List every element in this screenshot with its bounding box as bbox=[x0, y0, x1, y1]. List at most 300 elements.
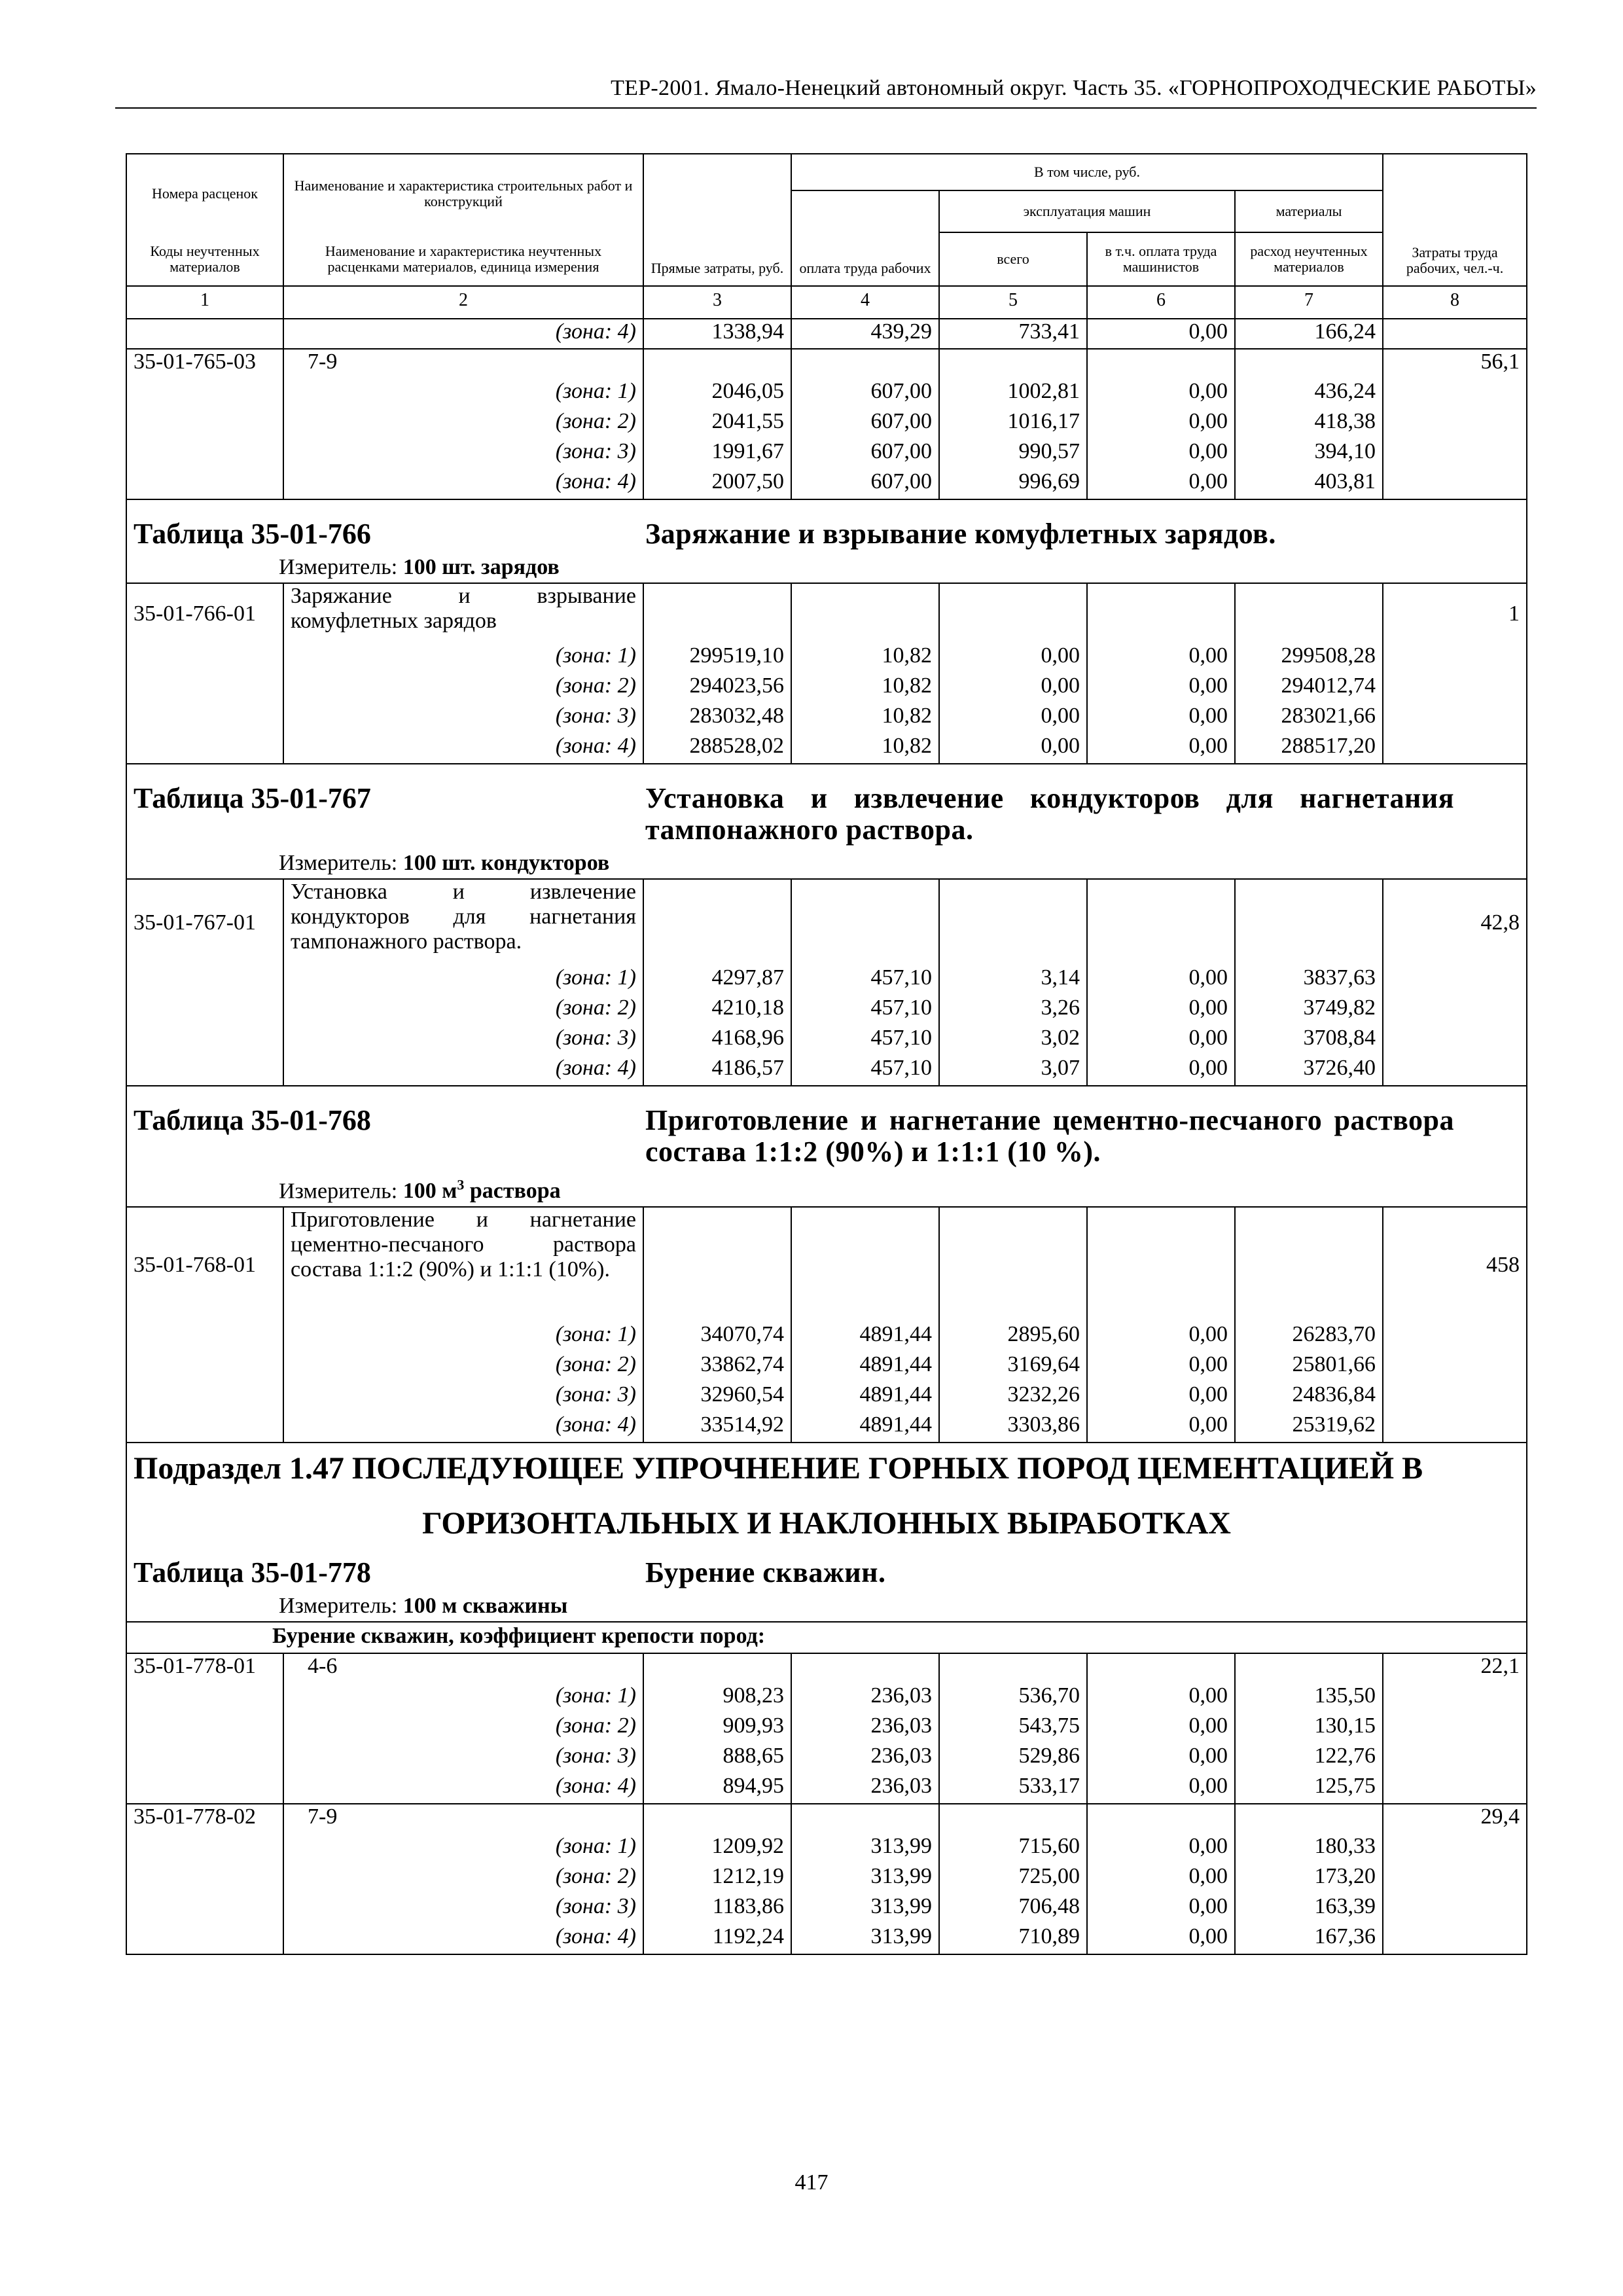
labor-cell-empty bbox=[1383, 1744, 1527, 1774]
unit-value bbox=[403, 851, 610, 875]
value-cell: 439,29 bbox=[791, 319, 939, 349]
labor-cell-empty bbox=[1383, 1864, 1527, 1894]
col-labor: Затраты труда рабочих, чел.-ч. bbox=[1383, 154, 1527, 286]
subsection-title bbox=[134, 1446, 1520, 1557]
zone-row bbox=[126, 409, 1527, 439]
col-number: 3 bbox=[643, 286, 791, 319]
value-cell: 3726,40 bbox=[1235, 1056, 1383, 1086]
value-cell: 10,82 bbox=[791, 704, 939, 734]
labor-cost: 42,8 bbox=[1383, 879, 1527, 965]
value-cell: 173,20 bbox=[1235, 1864, 1383, 1894]
value-cell-empty bbox=[1087, 1207, 1235, 1322]
value-cell: 288528,02 bbox=[643, 734, 791, 764]
code-cell-empty bbox=[126, 1382, 283, 1412]
value-cell-empty bbox=[1087, 583, 1235, 643]
labor-cell-empty bbox=[1383, 1834, 1527, 1864]
page-header: ТЕР-2001. Ямало-Ненецкий автономный округ. Часть 35. «ГОРНОПРОХОДЧЕСКИЕ РАБОТЫ» bbox=[611, 76, 1537, 100]
code-cell-empty bbox=[126, 1924, 283, 1954]
value-cell: 909,93 bbox=[643, 1713, 791, 1744]
value-cell-empty bbox=[939, 1804, 1087, 1834]
value-cell-empty bbox=[1235, 879, 1383, 965]
rate-code: 35-01-768-01 bbox=[126, 1207, 283, 1322]
zone-label: (зона: 4) bbox=[283, 319, 643, 349]
rate-row bbox=[126, 1653, 1527, 1683]
value-cell: 33514,92 bbox=[643, 1412, 791, 1443]
value-cell: 0,00 bbox=[1087, 1683, 1235, 1713]
labor-cell-empty bbox=[1383, 379, 1527, 409]
value-cell: 4297,87 bbox=[643, 965, 791, 996]
unit-of-measure bbox=[279, 1591, 1520, 1621]
value-cell: 706,48 bbox=[939, 1894, 1087, 1924]
value-cell: 607,00 bbox=[791, 439, 939, 469]
value-cell-empty bbox=[643, 1804, 791, 1834]
value-cell: 0,00 bbox=[1087, 704, 1235, 734]
unit-label: Измеритель: bbox=[279, 1179, 403, 1204]
zone-label: (зона: 1) bbox=[283, 379, 643, 409]
value-cell-empty bbox=[791, 583, 939, 643]
labor-cost: 29,4 bbox=[1383, 1804, 1527, 1834]
value-cell-empty bbox=[643, 1207, 791, 1322]
table-title bbox=[134, 518, 1520, 550]
zone-row bbox=[126, 704, 1527, 734]
labor-cell-empty bbox=[1383, 1352, 1527, 1382]
value-cell: 4891,44 bbox=[791, 1352, 939, 1382]
table-section-header bbox=[126, 499, 1527, 583]
value-cell: 3232,26 bbox=[939, 1382, 1087, 1412]
value-cell: 457,10 bbox=[791, 965, 939, 996]
zone-row bbox=[126, 1322, 1527, 1352]
unit-value-text: 100 шт. зарядов bbox=[402, 555, 560, 579]
labor-cell-empty bbox=[1383, 734, 1527, 764]
value-cell: 457,10 bbox=[791, 1026, 939, 1056]
value-cell: 0,00 bbox=[1087, 379, 1235, 409]
zone-label: (зона: 1) bbox=[283, 643, 643, 673]
value-cell-empty bbox=[1235, 1653, 1383, 1683]
value-cell-empty bbox=[939, 1207, 1087, 1322]
value-cell-empty bbox=[1087, 349, 1235, 379]
value-cell: 457,10 bbox=[791, 1056, 939, 1086]
labor-cell-empty bbox=[1383, 965, 1527, 996]
rate-row bbox=[126, 349, 1527, 379]
value-cell: 543,75 bbox=[939, 1713, 1087, 1744]
table-label: Таблица 35-01-768 bbox=[134, 1104, 371, 1136]
col-unacc-mat: расход неучтенных материалов bbox=[1235, 232, 1383, 286]
code-cell-empty bbox=[126, 734, 283, 764]
labor-cell-empty bbox=[1383, 1924, 1527, 1954]
value-cell: 418,38 bbox=[1235, 409, 1383, 439]
labor-cell-empty bbox=[1383, 643, 1527, 673]
zone-label: (зона: 1) bbox=[283, 965, 643, 996]
rate-name: 4-6 bbox=[283, 1653, 643, 1683]
code-cell-empty bbox=[126, 469, 283, 499]
value-cell: 25319,62 bbox=[1235, 1412, 1383, 1443]
value-cell: 25801,66 bbox=[1235, 1352, 1383, 1382]
value-cell: 1338,94 bbox=[643, 319, 791, 349]
value-cell: 294023,56 bbox=[643, 673, 791, 704]
value-cell: 607,00 bbox=[791, 409, 939, 439]
value-cell: 4186,57 bbox=[643, 1056, 791, 1086]
zone-row bbox=[126, 1026, 1527, 1056]
subsection-title-line2: ГОРИЗОНТАЛЬНЫХ И НАКЛОННЫХ ВЫРАБОТКАХ bbox=[422, 1506, 1231, 1541]
value-cell: 2007,50 bbox=[643, 469, 791, 499]
value-cell: 236,03 bbox=[791, 1744, 939, 1774]
value-cell: 288517,20 bbox=[1235, 734, 1383, 764]
zone-label: (зона: 2) bbox=[283, 409, 643, 439]
rate-code: 35-01-765-03 bbox=[126, 349, 283, 379]
rate-name: Приготовление и нагнетание цементно-песчаного раствора состава 1:1:2 (90%) и 1:1:1 (10%). bbox=[283, 1207, 643, 1322]
value-cell: 10,82 bbox=[791, 643, 939, 673]
value-cell-empty bbox=[939, 1653, 1087, 1683]
unit-value-text: 100 шт. кондукторов bbox=[402, 851, 610, 875]
code-cell-empty bbox=[126, 379, 283, 409]
value-cell: 0,00 bbox=[1087, 469, 1235, 499]
code-cell-empty bbox=[126, 439, 283, 469]
value-cell: 32960,54 bbox=[643, 1382, 791, 1412]
value-cell-empty bbox=[1087, 879, 1235, 965]
table-name: Бурение скважин. bbox=[645, 1556, 886, 1589]
value-cell: 436,24 bbox=[1235, 379, 1383, 409]
zone-row bbox=[126, 1834, 1527, 1864]
value-cell: 725,00 bbox=[939, 1864, 1087, 1894]
zone-label: (зона: 4) bbox=[283, 1774, 643, 1804]
value-cell: 607,00 bbox=[791, 469, 939, 499]
value-cell: 0,00 bbox=[1087, 1322, 1235, 1352]
value-cell-empty bbox=[939, 583, 1087, 643]
col-number: 7 bbox=[1235, 286, 1383, 319]
code-cell-empty bbox=[126, 1713, 283, 1744]
zone-row bbox=[126, 469, 1527, 499]
value-cell: 0,00 bbox=[1087, 1713, 1235, 1744]
value-cell: 0,00 bbox=[939, 704, 1087, 734]
value-cell: 536,70 bbox=[939, 1683, 1087, 1713]
zone-label: (зона: 3) bbox=[283, 1026, 643, 1056]
labor-cell-empty bbox=[1383, 996, 1527, 1026]
group-note-text: Бурение скважин, коэффициент крепости пород: bbox=[272, 1624, 766, 1649]
value-cell: 166,24 bbox=[1235, 319, 1383, 349]
value-cell: 0,00 bbox=[1087, 1774, 1235, 1804]
zone-row bbox=[126, 319, 1527, 349]
value-cell: 283021,66 bbox=[1235, 704, 1383, 734]
value-cell: 135,50 bbox=[1235, 1683, 1383, 1713]
rate-row bbox=[126, 583, 1527, 643]
zone-label: (зона: 4) bbox=[283, 1924, 643, 1954]
value-cell: 2041,55 bbox=[643, 409, 791, 439]
code-cell-empty bbox=[126, 704, 283, 734]
code-cell-empty bbox=[126, 1864, 283, 1894]
value-cell: 3,26 bbox=[939, 996, 1087, 1026]
value-cell: 4891,44 bbox=[791, 1382, 939, 1412]
value-cell-empty bbox=[791, 1207, 939, 1322]
code-cell-empty bbox=[126, 1834, 283, 1864]
zone-row bbox=[126, 379, 1527, 409]
rate-row bbox=[126, 1207, 1527, 1322]
code-cell-empty bbox=[126, 319, 283, 349]
unit-value: 100 м скважины bbox=[402, 1594, 568, 1619]
value-cell: 4891,44 bbox=[791, 1322, 939, 1352]
value-cell: 0,00 bbox=[1087, 319, 1235, 349]
note-row bbox=[126, 1622, 1527, 1653]
value-cell: 4891,44 bbox=[791, 1412, 939, 1443]
table-title bbox=[134, 783, 1520, 846]
value-cell: 0,00 bbox=[1087, 1924, 1235, 1954]
value-cell-empty bbox=[1087, 1653, 1235, 1683]
code-cell-empty bbox=[126, 1894, 283, 1924]
table-label: Таблица 35-01-778 bbox=[134, 1556, 371, 1589]
rate-row bbox=[126, 879, 1527, 965]
value-cell-empty bbox=[939, 879, 1087, 965]
rate-row bbox=[126, 1804, 1527, 1834]
zone-label: (зона: 2) bbox=[283, 996, 643, 1026]
value-cell-empty bbox=[643, 879, 791, 965]
value-cell: 0,00 bbox=[1087, 1834, 1235, 1864]
value-cell: 24836,84 bbox=[1235, 1382, 1383, 1412]
value-cell: 710,89 bbox=[939, 1924, 1087, 1954]
zone-row bbox=[126, 1352, 1527, 1382]
value-cell: 26283,70 bbox=[1235, 1322, 1383, 1352]
value-cell: 0,00 bbox=[1087, 643, 1235, 673]
zone-label: (зона: 2) bbox=[283, 673, 643, 704]
value-cell: 236,03 bbox=[791, 1713, 939, 1744]
value-cell: 0,00 bbox=[1087, 1026, 1235, 1056]
code-cell-empty bbox=[126, 965, 283, 996]
zone-row bbox=[126, 734, 1527, 764]
labor-cost: 56,1 bbox=[1383, 349, 1527, 379]
col-rates-no: Номера расценок bbox=[126, 154, 283, 232]
labor-cell-empty bbox=[1383, 673, 1527, 704]
unit-label: Измеритель: bbox=[279, 555, 403, 579]
value-cell: 1016,17 bbox=[939, 409, 1087, 439]
header-rule bbox=[115, 107, 1537, 109]
value-cell: 3708,84 bbox=[1235, 1026, 1383, 1056]
labor-cell-empty bbox=[1383, 1026, 1527, 1056]
zone-label: (зона: 2) bbox=[283, 1713, 643, 1744]
value-cell: 3,07 bbox=[939, 1056, 1087, 1086]
value-cell: 125,75 bbox=[1235, 1774, 1383, 1804]
value-cell: 33862,74 bbox=[643, 1352, 791, 1382]
value-cell: 0,00 bbox=[1087, 734, 1235, 764]
zone-row bbox=[126, 673, 1527, 704]
unit-value bbox=[403, 1179, 561, 1203]
rates-table bbox=[126, 153, 1527, 1955]
unit-value bbox=[403, 555, 560, 579]
value-cell: 122,76 bbox=[1235, 1744, 1383, 1774]
labor-cell-empty bbox=[1383, 1774, 1527, 1804]
value-cell: 715,60 bbox=[939, 1834, 1087, 1864]
zone-label: (зона: 2) bbox=[283, 1352, 643, 1382]
value-cell-empty bbox=[1235, 583, 1383, 643]
value-cell: 299508,28 bbox=[1235, 643, 1383, 673]
value-cell: 283032,48 bbox=[643, 704, 791, 734]
value-cell-empty bbox=[643, 1653, 791, 1683]
rate-code: 35-01-778-02 bbox=[126, 1804, 283, 1834]
value-cell: 1192,24 bbox=[643, 1924, 791, 1954]
zone-label: (зона: 4) bbox=[283, 1412, 643, 1443]
labor-cell-empty bbox=[1383, 319, 1527, 349]
subsection-row bbox=[126, 1443, 1527, 1622]
value-cell: 299519,10 bbox=[643, 643, 791, 673]
code-cell-empty bbox=[126, 996, 283, 1026]
value-cell: 3169,64 bbox=[939, 1352, 1087, 1382]
zone-label: (зона: 2) bbox=[283, 1864, 643, 1894]
zone-label: (зона: 4) bbox=[283, 469, 643, 499]
value-cell: 457,10 bbox=[791, 996, 939, 1026]
zone-row bbox=[126, 1894, 1527, 1924]
code-cell-empty bbox=[126, 409, 283, 439]
value-cell-empty bbox=[1235, 1804, 1383, 1834]
value-cell: 0,00 bbox=[1087, 1744, 1235, 1774]
labor-cell-empty bbox=[1383, 1894, 1527, 1924]
value-cell: 0,00 bbox=[1087, 439, 1235, 469]
value-cell: 894,95 bbox=[643, 1774, 791, 1804]
zone-row bbox=[126, 1382, 1527, 1412]
col-mat-name: Наименование и характеристика неучтенных расценками материалов, единица измерения bbox=[283, 232, 643, 286]
value-cell: 10,82 bbox=[791, 673, 939, 704]
table-name: Приготовление и нагнетание цементно-песчаного раствора состава 1:1:2 (90%) и 1:1:1 (10 %). bbox=[645, 1104, 1455, 1168]
labor-cost: 22,1 bbox=[1383, 1653, 1527, 1683]
value-cell-empty bbox=[791, 1804, 939, 1834]
col-number: 5 bbox=[939, 286, 1087, 319]
value-cell: 3303,86 bbox=[939, 1412, 1087, 1443]
value-cell: 163,39 bbox=[1235, 1894, 1383, 1924]
subsection-title-line1: Подраздел 1.47 ПОСЛЕДУЮЩЕЕ УПРОЧНЕНИЕ ГОРНЫХ ПОРОД ЦЕМЕНТАЦИЕЙ В bbox=[134, 1451, 1423, 1486]
col-direct: Прямые затраты, руб. bbox=[643, 154, 791, 286]
value-cell: 1183,86 bbox=[643, 1894, 791, 1924]
value-cell: 908,23 bbox=[643, 1683, 791, 1713]
value-cell: 0,00 bbox=[939, 673, 1087, 704]
value-cell-empty bbox=[1235, 349, 1383, 379]
value-cell: 996,69 bbox=[939, 469, 1087, 499]
value-cell-empty bbox=[643, 583, 791, 643]
col-codes: Коды неучтенных материалов bbox=[126, 232, 283, 286]
code-cell-empty bbox=[126, 1026, 283, 1056]
unit-of-measure bbox=[279, 1170, 1520, 1206]
value-cell: 990,57 bbox=[939, 439, 1087, 469]
zone-row bbox=[126, 1713, 1527, 1744]
value-cell: 2046,05 bbox=[643, 379, 791, 409]
labor-cell-empty bbox=[1383, 1713, 1527, 1744]
value-cell: 4210,18 bbox=[643, 996, 791, 1026]
zone-label: (зона: 3) bbox=[283, 1894, 643, 1924]
col-number: 4 bbox=[791, 286, 939, 319]
col-machines: эксплуатация машин bbox=[939, 190, 1235, 232]
section-row bbox=[126, 1086, 1527, 1207]
value-cell: 403,81 bbox=[1235, 469, 1383, 499]
col-in-total: В том числе, руб. bbox=[791, 154, 1383, 190]
value-cell: 0,00 bbox=[1087, 1412, 1235, 1443]
zone-label: (зона: 4) bbox=[283, 1056, 643, 1086]
value-cell: 3837,63 bbox=[1235, 965, 1383, 996]
table-label: Таблица 35-01-767 bbox=[134, 782, 371, 814]
value-cell: 0,00 bbox=[1087, 1056, 1235, 1086]
section-row bbox=[126, 499, 1527, 583]
unit-label: Измеритель: bbox=[279, 851, 403, 875]
value-cell: 236,03 bbox=[791, 1683, 939, 1713]
value-cell: 180,33 bbox=[1235, 1834, 1383, 1864]
value-cell: 313,99 bbox=[791, 1924, 939, 1954]
value-cell-empty bbox=[939, 349, 1087, 379]
zone-row bbox=[126, 1412, 1527, 1443]
rate-name: 7-9 bbox=[283, 349, 643, 379]
group-note bbox=[126, 1622, 1527, 1653]
labor-cost: 458 bbox=[1383, 1207, 1527, 1322]
value-cell: 0,00 bbox=[1087, 965, 1235, 996]
value-cell: 3,02 bbox=[939, 1026, 1087, 1056]
col-work-name: Наименование и характеристика строительных работ и конструкций bbox=[283, 154, 643, 232]
zone-label: (зона: 1) bbox=[283, 1834, 643, 1864]
col-number: 8 bbox=[1383, 286, 1527, 319]
table-section-header bbox=[126, 764, 1527, 879]
value-cell: 888,65 bbox=[643, 1744, 791, 1774]
value-cell: 0,00 bbox=[939, 734, 1087, 764]
code-cell-empty bbox=[126, 1744, 283, 1774]
subsection-header bbox=[126, 1443, 1527, 1622]
value-cell: 34070,74 bbox=[643, 1322, 791, 1352]
value-cell: 167,36 bbox=[1235, 1924, 1383, 1954]
labor-cell-empty bbox=[1383, 1382, 1527, 1412]
zone-row bbox=[126, 1744, 1527, 1774]
zone-row bbox=[126, 996, 1527, 1026]
rate-name: Установка и извлечение кондукторов для нагнетания тампонажного раствора. bbox=[283, 879, 643, 965]
table-label: Таблица 35-01-766 bbox=[134, 518, 371, 550]
value-cell: 0,00 bbox=[1087, 996, 1235, 1026]
zone-label: (зона: 3) bbox=[283, 1382, 643, 1412]
code-cell-empty bbox=[126, 673, 283, 704]
value-cell: 313,99 bbox=[791, 1864, 939, 1894]
code-cell-empty bbox=[126, 1322, 283, 1352]
value-cell: 236,03 bbox=[791, 1774, 939, 1804]
labor-cell-empty bbox=[1383, 704, 1527, 734]
table-section-header bbox=[126, 1086, 1527, 1207]
value-cell-empty bbox=[1087, 1804, 1235, 1834]
code-cell-empty bbox=[126, 1774, 283, 1804]
labor-cost: 1 bbox=[1383, 583, 1527, 643]
unit-value-text: 100 м bbox=[402, 1179, 457, 1204]
zone-row bbox=[126, 1056, 1527, 1086]
col-number: 1 bbox=[126, 286, 283, 319]
code-cell-empty bbox=[126, 1683, 283, 1713]
value-cell: 529,86 bbox=[939, 1744, 1087, 1774]
value-cell: 0,00 bbox=[1087, 409, 1235, 439]
col-number: 6 bbox=[1087, 286, 1235, 319]
col-wages: оплата труда рабочих bbox=[791, 190, 939, 286]
zone-label: (зона: 4) bbox=[283, 734, 643, 764]
rate-code: 35-01-778-01 bbox=[126, 1653, 283, 1683]
col-number: 2 bbox=[283, 286, 643, 319]
labor-cell-empty bbox=[1383, 409, 1527, 439]
zone-row bbox=[126, 1924, 1527, 1954]
labor-cell-empty bbox=[1383, 1412, 1527, 1443]
labor-cell-empty bbox=[1383, 439, 1527, 469]
value-cell: 294012,74 bbox=[1235, 673, 1383, 704]
value-cell: 130,15 bbox=[1235, 1713, 1383, 1744]
code-cell-empty bbox=[126, 643, 283, 673]
code-cell-empty bbox=[126, 1056, 283, 1086]
value-cell: 0,00 bbox=[1087, 1382, 1235, 1412]
table-name: Заряжание и взрывание комуфлетных зарядов. bbox=[645, 518, 1276, 550]
value-cell: 0,00 bbox=[1087, 673, 1235, 704]
zone-row bbox=[126, 439, 1527, 469]
value-cell-empty bbox=[791, 879, 939, 965]
value-cell: 2895,60 bbox=[939, 1322, 1087, 1352]
col-machinist-wages: в т.ч. оплата труда машинистов bbox=[1087, 232, 1235, 286]
value-cell: 394,10 bbox=[1235, 439, 1383, 469]
value-cell: 607,00 bbox=[791, 379, 939, 409]
zone-label: (зона: 1) bbox=[283, 1683, 643, 1713]
section-row bbox=[126, 764, 1527, 879]
table-name: Установка и извлечение кондукторов для нагнетания тампонажного раствора. bbox=[645, 782, 1455, 846]
value-cell: 4168,96 bbox=[643, 1026, 791, 1056]
value-cell: 10,82 bbox=[791, 734, 939, 764]
